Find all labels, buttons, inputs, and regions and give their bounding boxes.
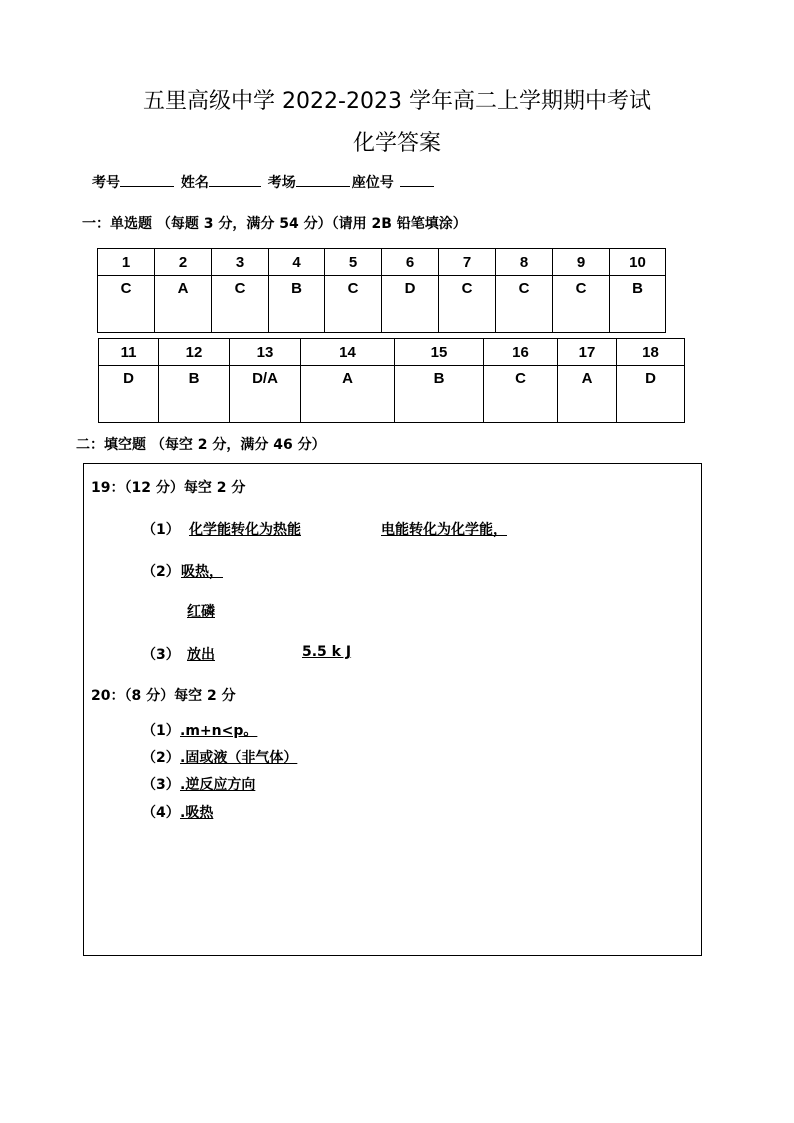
q20-part3-label: （3） (142, 777, 180, 793)
question-number: 2 (155, 249, 212, 276)
answer-cell: D (99, 366, 159, 423)
q19-header: 19：（12 分）每空 2 分 (91, 480, 246, 496)
question-number: 12 (159, 339, 230, 366)
question-number: 16 (484, 339, 558, 366)
answer-cell: D (382, 276, 439, 333)
answer-cell: A (558, 366, 617, 423)
exam-subtitle: 化学答案 (352, 131, 441, 156)
exam-room-label: 考场 (267, 175, 296, 191)
question-number: 7 (439, 249, 496, 276)
student-info-row (92, 172, 436, 192)
question-number: 4 (269, 249, 325, 276)
question-number: 9 (553, 249, 610, 276)
question-number: 3 (212, 249, 269, 276)
exam-title: 五里高级中学 2022-2023 学年高二上学期期中考试 (143, 89, 651, 114)
answer-cell: B (610, 276, 666, 333)
q19-part2-answer-a: 吸热， (181, 564, 223, 580)
q19-part1-answer-b: 电能转化为化学能， (381, 522, 507, 538)
question-number: 18 (617, 339, 685, 366)
q19-part3-answer-a: 放出 (187, 647, 215, 663)
question-number: 10 (610, 249, 666, 276)
q19-part1-label: （1） (142, 522, 180, 538)
exam-number-blank (120, 172, 174, 187)
q19-part3-label: （3） (142, 647, 180, 663)
question-number: 11 (99, 339, 159, 366)
answer-cell: C (484, 366, 558, 423)
name-label: 姓名 (180, 175, 209, 191)
answer-cell: B (269, 276, 325, 333)
question-number: 6 (382, 249, 439, 276)
section1-heading: 一：单选题 （每题 3 分，满分 54 分）（请用 2B 铅笔填涂） (82, 216, 467, 232)
seat-number-label: 座位号 (351, 175, 394, 191)
answer-cell: C (496, 276, 553, 333)
question-number: 17 (558, 339, 617, 366)
q20-header: 20：（8 分）每空 2 分 (91, 688, 236, 704)
seat-number-blank (400, 172, 434, 187)
q19-part2-label: （2） (142, 564, 180, 580)
q20-part4-label: （4） (142, 805, 180, 821)
question-number: 5 (325, 249, 382, 276)
question-number: 1 (98, 249, 155, 276)
q19-part2-answer-b: 红磷 (187, 604, 215, 620)
name-blank (209, 172, 261, 187)
q20-part1-label: （1） (142, 723, 180, 739)
question-number: 13 (230, 339, 301, 366)
answer-cell: C (325, 276, 382, 333)
q19-part3-answer-b: 5.5 k J (302, 644, 352, 660)
answer-cell: C (212, 276, 269, 333)
answer-cell: C (439, 276, 496, 333)
answer-cell: C (98, 276, 155, 333)
q20-part3-answer: .逆反应方向 (180, 777, 256, 793)
answer-cell: C (553, 276, 610, 333)
q20-part2-label: （2） (142, 750, 180, 766)
fill-in-answer-box (83, 463, 702, 956)
exam-number-label: 考号 (92, 175, 120, 191)
answer-table-2 (98, 338, 685, 423)
q19-part1-answer-a: 化学能转化为热能 (189, 522, 301, 538)
question-number: 8 (496, 249, 553, 276)
answer-table-1 (97, 248, 666, 333)
answer-cell: B (159, 366, 230, 423)
question-number: 14 (301, 339, 395, 366)
exam-room-blank (296, 172, 350, 187)
q20-part2-answer: .固或液（非气体） (180, 750, 298, 766)
answer-cell: B (395, 366, 484, 423)
q20-part1-answer: .m+n<p。 (180, 723, 258, 739)
q20-part4-answer: .吸热 (180, 805, 214, 821)
answer-cell: A (155, 276, 212, 333)
answer-cell: A (301, 366, 395, 423)
answer-cell: D/A (230, 366, 301, 423)
section2-heading: 二：填空题 （每空 2 分，满分 46 分） (76, 437, 326, 453)
question-number: 15 (395, 339, 484, 366)
answer-cell: D (617, 366, 685, 423)
